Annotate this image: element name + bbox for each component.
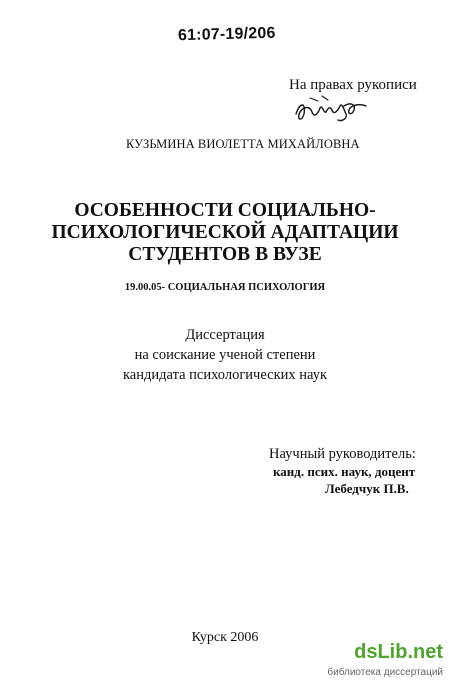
watermark-logo [327,641,449,687]
signature-icon [292,92,372,128]
supervisor-name: Лебедчук П.В. [325,481,409,496]
dissertation-title [0,200,450,266]
library-code: 61:07-19/206 [177,24,276,45]
title-line: ПСИХОЛОГИЧЕСКОЙ АДАПТАЦИИ [51,222,399,243]
description-line: Диссертация [185,327,265,343]
title-line: СТУДЕНТОВ В ВУЗЕ [128,244,322,265]
supervisor-degree: канд. псих. наук, доцент [273,464,416,479]
watermark-brand: dsLib.net [354,641,443,663]
description-line: кандидата психологических наук [122,367,328,383]
rights-note: На правах рукописи [289,77,417,93]
description-line: на соискание ученой степени [134,347,316,363]
city-year: Курск 2006 [191,630,259,645]
author-name: КУЗЬМИНА ВИОЛЕТТА МИХАЙЛОВНА [126,137,360,151]
title-line: ОСОБЕННОСТИ СОЦИАЛЬНО- [74,200,376,221]
watermark-subtitle: библиотека диссертаций [327,667,443,678]
supervisor-block [269,445,416,496]
dissertation-description [0,325,450,385]
specialty-code: 19.00.05- СОЦИАЛЬНАЯ ПСИХОЛОГИЯ [124,282,326,293]
supervisor-label: Научный руководитель: [269,446,416,462]
